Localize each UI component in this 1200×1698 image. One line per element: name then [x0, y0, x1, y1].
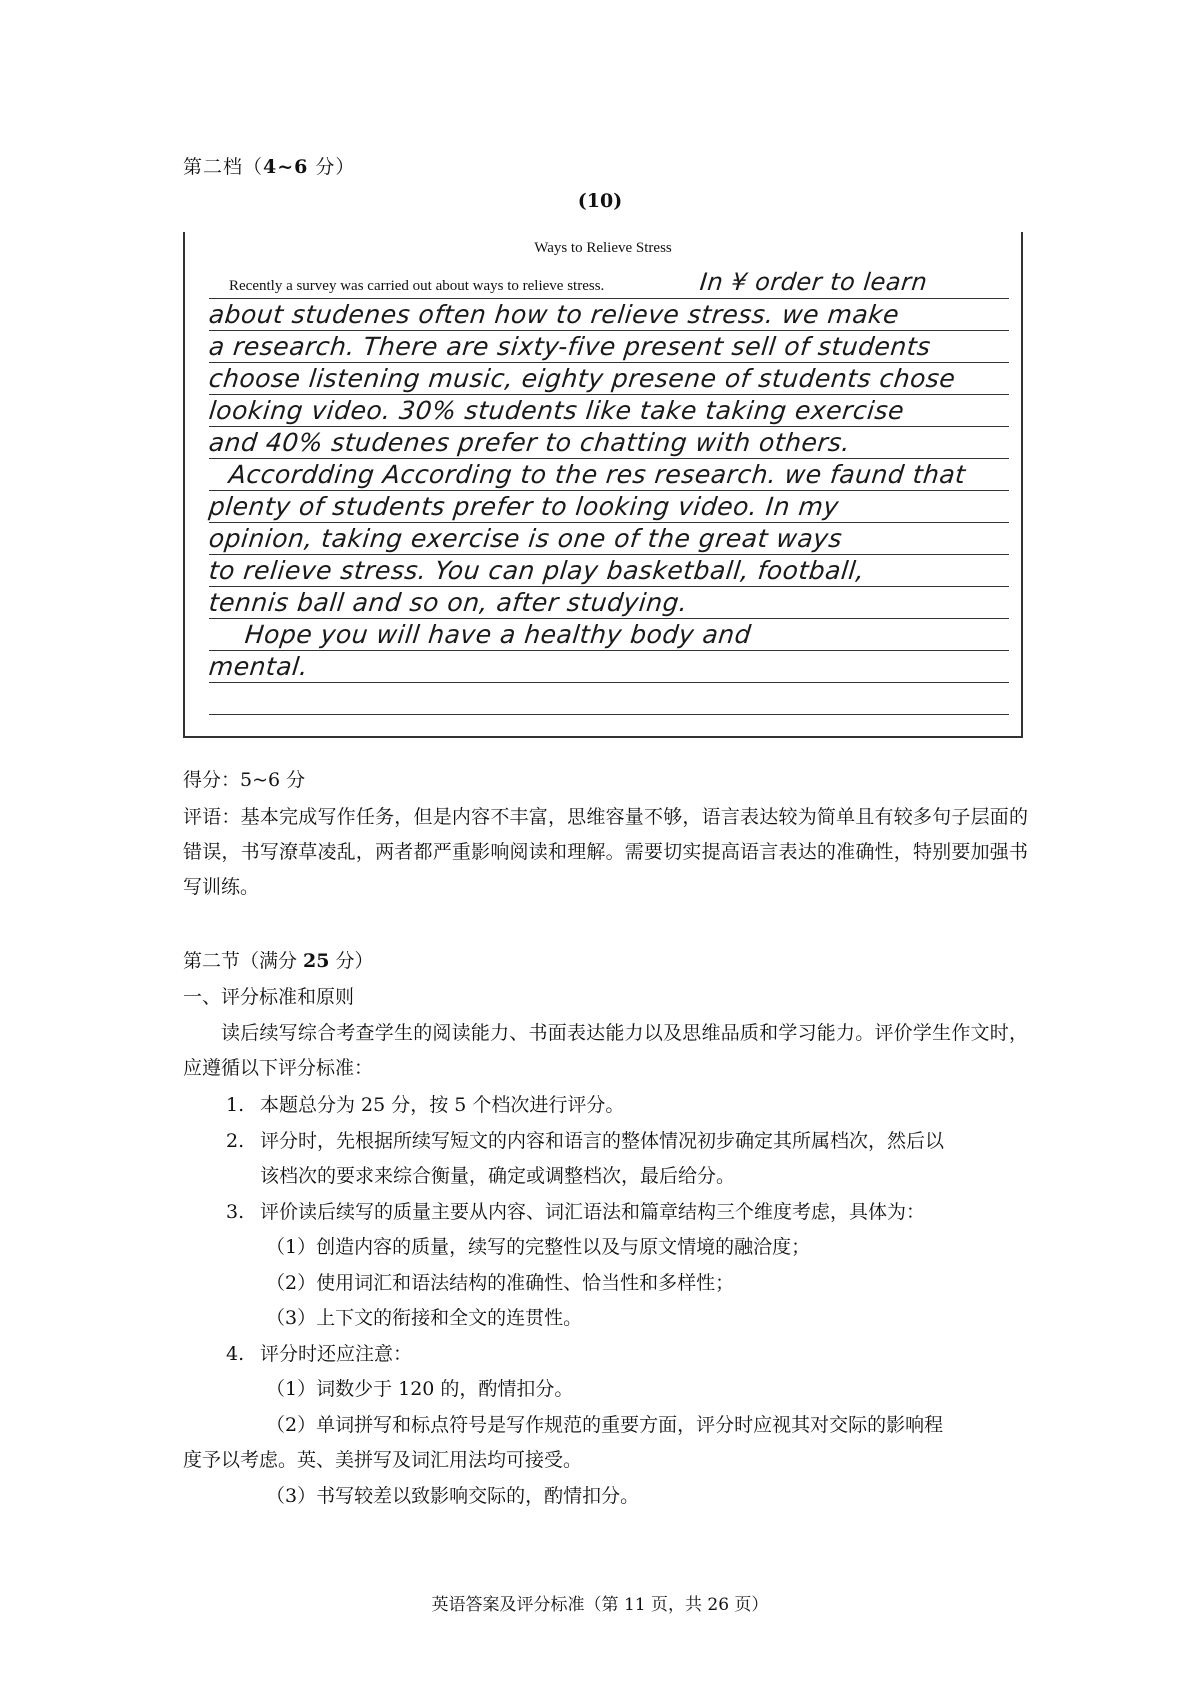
ruled-line — [209, 522, 1009, 523]
rule-sub-item: （1）词数少于 120 的，酌情扣分。 — [266, 1378, 574, 1400]
intro-paragraph: 读后续写综合考查学生的阅读能力、书面表达能力以及思维品质和学习能力。评价学生作文时，应遵循以下评分标准： — [183, 1022, 1028, 1079]
essay-prompt: Recently a survey was carried out about ways to relieve stress. — [229, 278, 605, 294]
handwriting-line: mental. — [207, 652, 310, 681]
rule-sub-item-continuation: 度予以考虑。英、美拼写及词汇用法均可接受。 — [183, 1449, 583, 1471]
handwriting-line: to relieve stress. You can play basketball, football, — [207, 556, 866, 585]
ruled-line — [209, 458, 1009, 459]
rule-item: 3. 评价读后续写的质量主要从内容、词汇语法和篇章结构三个维度考虑，具体为： — [226, 1201, 926, 1223]
handwriting-line: and 40% studenes prefer to chatting with others. — [207, 428, 852, 457]
rule-sub-item: （2）使用词汇和语法结构的准确性、恰当性和多样性； — [266, 1272, 735, 1294]
handwriting-line: plenty of students prefer to looking video. In my — [207, 492, 841, 521]
rule-sub-item: （1）创造内容的质量，续写的完整性以及与原文情境的融洽度； — [266, 1236, 811, 1258]
handwriting-line: opinion, taking exercise is one of the great ways — [207, 524, 844, 553]
page-footer: 英语答案及评分标准（第 11 页，共 26 页） — [431, 1595, 769, 1615]
handwriting-line: a research. There are sixty-five present sell of students — [207, 332, 933, 361]
ruled-line — [209, 330, 1009, 331]
rule-sub-item: （3）上下文的衔接和全文的连贯性。 — [266, 1307, 583, 1329]
handwriting-line: choose listening music, eighty presene of students chose — [207, 364, 957, 393]
ruled-line — [209, 490, 1009, 491]
handwriting-line: about studenes often how to relieve stress. we make — [207, 300, 901, 329]
rule-item: 2. 评分时，先根据所续写短文的内容和语言的整体情况初步确定其所属档次，然后以 — [226, 1130, 945, 1152]
ruled-line — [209, 298, 1009, 299]
ruled-line — [209, 362, 1009, 363]
handwriting-line: Hope you will have a healthy body and — [243, 620, 753, 649]
handwriting-line: In ¥ order to learn — [698, 268, 929, 296]
handwriting-line: tennis ball and so on, after studying. — [207, 588, 690, 617]
ruled-line — [209, 618, 1009, 619]
ruled-line — [209, 554, 1009, 555]
ruled-line — [209, 586, 1009, 587]
handwriting-line: looking video. 30% students like take taking exercise — [207, 396, 906, 425]
comment-text: 评语：基本完成写作任务，但是内容不丰富，思维容量不够，语言表达较为简单且有较多句子层面的错误，书写潦草凌乱，两者都严重影响阅读和理解。需要切实提高语言表达的准确性，特别要加强书写训练。 — [183, 806, 1028, 898]
section-heading: 第二节（满分 25 分） — [183, 950, 374, 972]
ruled-line — [209, 650, 1009, 651]
essay-sheet — [183, 232, 1023, 738]
sample-number: (10) — [577, 190, 623, 212]
handwriting-line: Accordding According to the res research. we faund that — [227, 460, 968, 489]
rule-item: 4. 评分时还应注意： — [226, 1343, 413, 1365]
sub-heading: 一、评分标准和原则 — [183, 986, 355, 1008]
ruled-line — [209, 682, 1009, 683]
score-line: 得分：5~6 分 — [183, 769, 306, 791]
ruled-line — [209, 714, 1009, 715]
rule-item-continuation: 该档次的要求来综合衡量，确定或调整档次，最后给分。 — [260, 1165, 736, 1187]
essay-title: Ways to Relieve Stress — [534, 240, 672, 256]
ruled-line — [209, 394, 1009, 395]
rule-sub-item: （2）单词拼写和标点符号是写作规范的重要方面，评分时应视其对交际的影响程 — [266, 1414, 944, 1436]
tier-heading: 第二档（4~6 分） — [183, 156, 356, 178]
rule-item: 1. 本题总分为 25 分，按 5 个档次进行评分。 — [226, 1094, 625, 1116]
ruled-line — [209, 426, 1009, 427]
rule-sub-item: （3）书写较差以致影响交际的，酌情扣分。 — [266, 1485, 640, 1507]
